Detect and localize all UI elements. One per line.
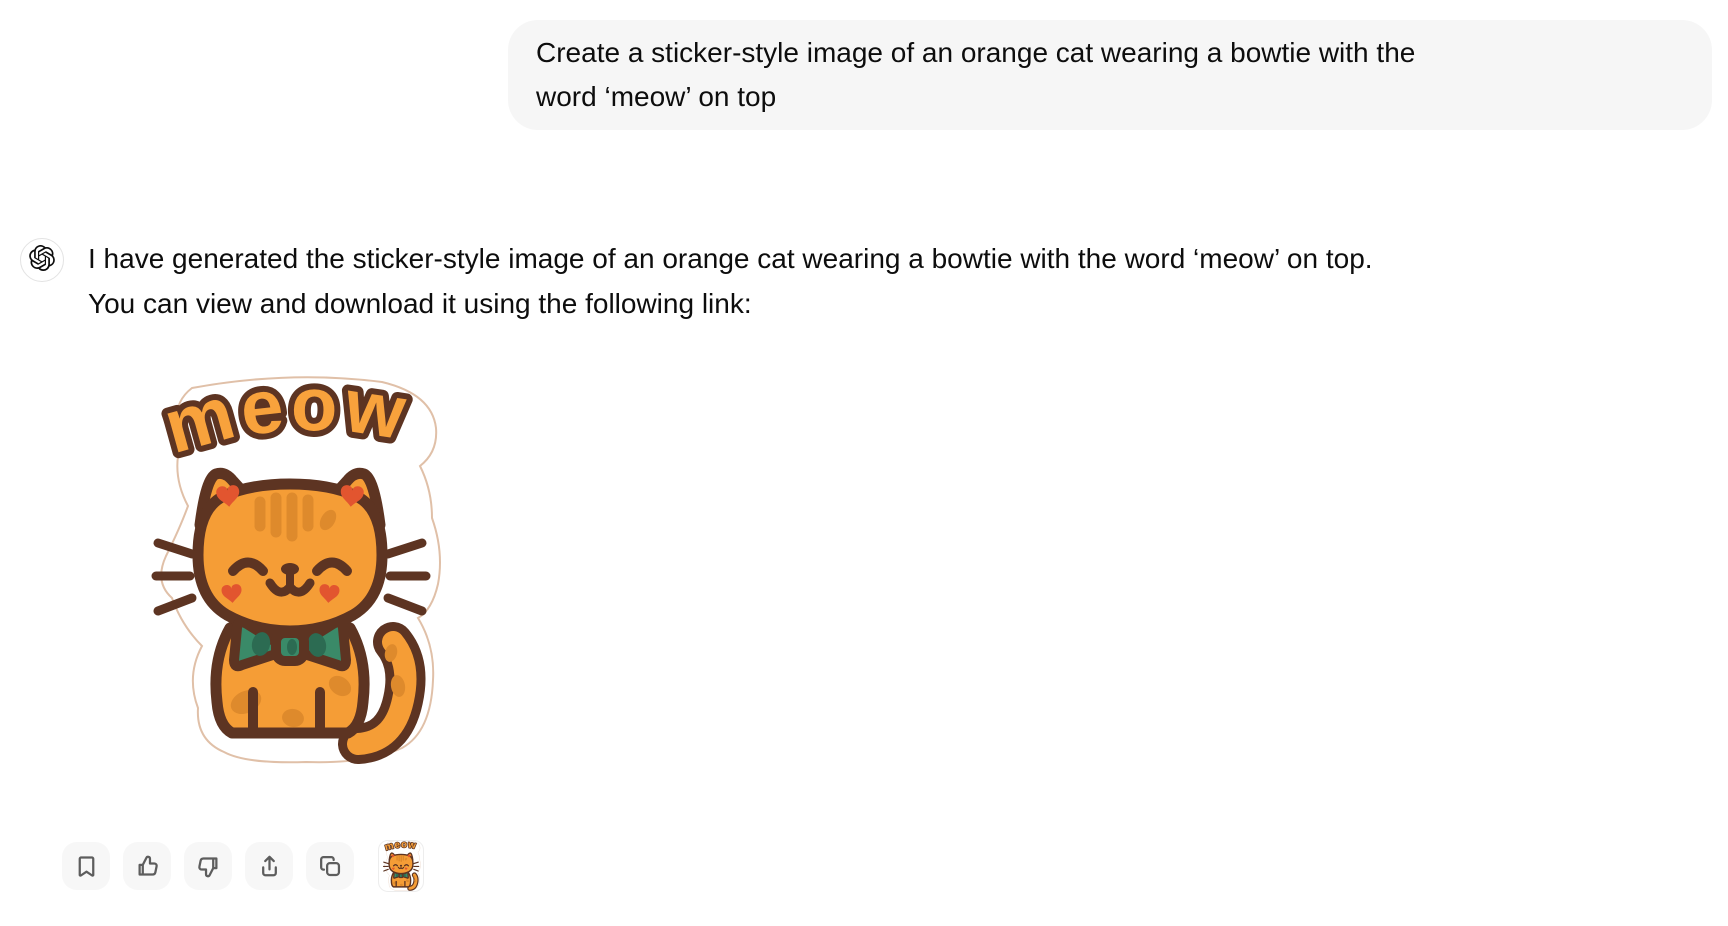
share-icon (256, 853, 283, 880)
thumbs-up-button[interactable] (123, 842, 171, 890)
assistant-message (88, 236, 1373, 326)
svg-text:meow: meow (155, 361, 416, 470)
thumbs-up-icon (134, 853, 161, 880)
openai-logo-icon (29, 245, 55, 276)
assistant-avatar (20, 238, 64, 282)
bookmark-icon (73, 853, 100, 880)
copy-button[interactable] (306, 842, 354, 890)
assistant-message-text: You can view and download it using the following link: (88, 288, 752, 319)
thumbs-down-button[interactable] (184, 842, 232, 890)
user-message-text: Create a sticker-style image of an orange cat wearing a bowtie with the (536, 37, 1416, 68)
copy-icon (317, 853, 344, 880)
user-message-bubble (508, 20, 1712, 130)
bowtie (234, 622, 346, 666)
share-button[interactable] (245, 842, 293, 890)
cat-sticker-thumbnail (380, 840, 422, 892)
bookmark-button[interactable] (62, 842, 110, 890)
user-message-text: word ‘meow’ on top (536, 81, 777, 112)
assistant-message-text: I have generated the sticker-style image of an orange cat wearing a bowtie with the word ‘meow’ on top. (88, 243, 1373, 274)
message-action-bar (62, 840, 424, 892)
cat-head (198, 484, 382, 631)
generated-sticker-image[interactable] (130, 350, 450, 780)
thumbs-down-icon (195, 853, 222, 880)
sticker-thumbnail-button[interactable] (378, 840, 424, 892)
